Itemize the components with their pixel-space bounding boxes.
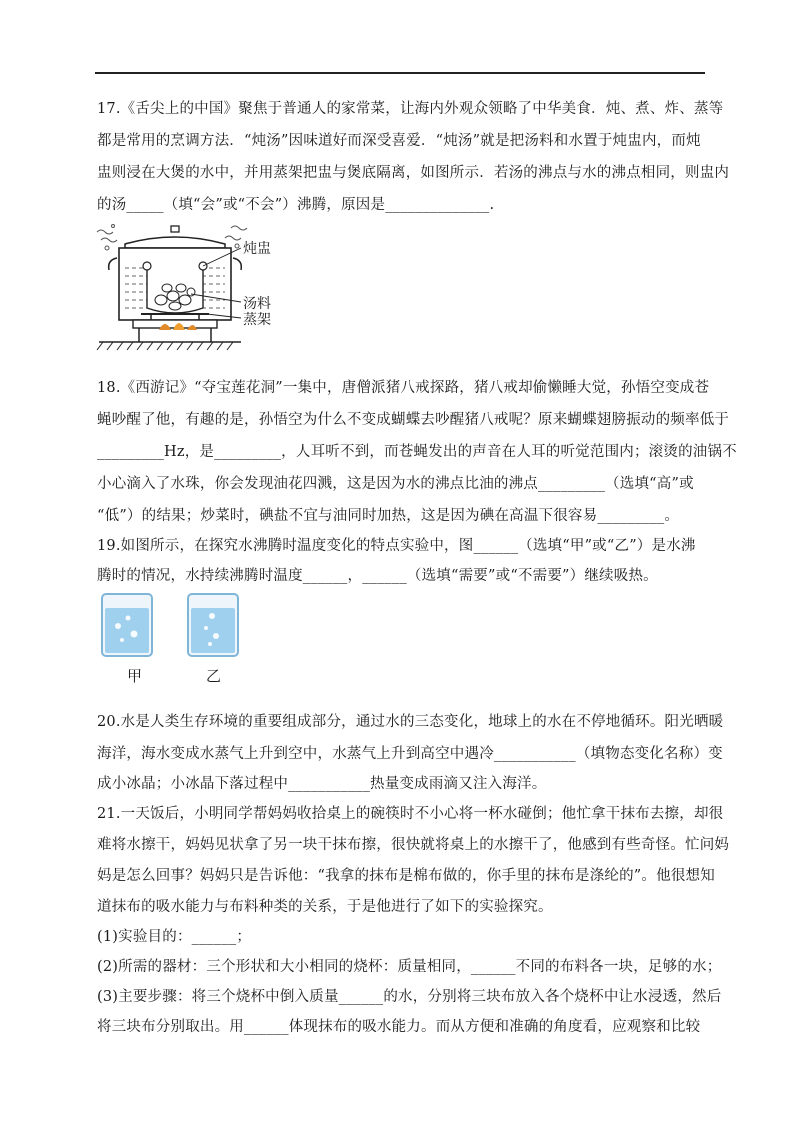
caption-yi: 乙 [206,667,222,685]
label-rack: 蒸架 [243,312,271,328]
q18-line-3: _________Hz，是_________，人耳听不到，而苍蝇发出的声音在人耳的听觉范围内；滚烫的油锅不 [97,444,737,460]
q21-line-8: 将三块布分别取出。用______体现抹布的吸水能力。而从方便和准确的角度看，应观察和比较 [97,1019,701,1035]
q21-line-6: (2)所需的器材：三个形状和大小相同的烧杯：质量相同，______不同的布料各一块，足够的水； [97,959,722,975]
q21-line-7: (3)主要步骤：将三个烧杯中倒入质量______的水，分别将三块布放入各个烧杯中让水浸透，然后 [97,989,722,1005]
q20-line-2: 海洋，海水变成水蒸气上升到空中，水蒸气上升到高空中遇冷___________（填物态变化名称）变 [97,746,723,762]
q21-line-5: (1)实验目的：______； [97,929,252,945]
beaker-yi [186,592,242,660]
beaker-jia [100,592,156,660]
label-stew-pot: 炖盅 [243,241,271,257]
label-soup: 汤料 [243,296,271,312]
pot-lid [125,237,225,248]
q17-line-4: 的汤_____（填“会”或“不会”）沸腾，原因是______________. [97,197,495,213]
q21-line-1: 21.一天饭后，小明同学帮妈妈收拾桌上的碗筷时不小心将一杯水碰倒；他忙拿干抹布去擦，却很 [97,806,724,822]
q17-line-2: 都是常用的烹调方法．“炖汤”因味道好而深受喜爱．“炖汤”就是把汤料和水置于炖盅内，而炖 [97,133,701,149]
q20-line-1: 20.水是人类生存环境的重要组成部分，通过水的三态变化，地球上的水在不停地循环。阳光晒暖 [97,714,724,730]
caption-jia: 甲 [127,667,143,685]
q21-line-4: 道抹布的吸水能力与布料种类的关系，于是他进行了如下的实验探究。 [97,899,553,915]
q18-line-4: 小心滴入了水珠，你会发现油花四溅，这是因为水的沸点比油的沸点_________（选填“高”或 [97,476,694,492]
q17-line-3: 盅则浸在大煲的水中，并用蒸架把盅与煲底隔离，如图所示．若汤的沸点与水的沸点相同，则盅内 [97,165,730,181]
q21-line-3: 妈是怎么回事？妈妈只是告诉他：“我拿的抹布是棉布做的，你手里的抹布是涤纶的”。他很想知 [97,868,715,884]
q17-line-1: 17.《舌尖上的中国》聚焦于普通人的家常菜，让海内外观众领略了中华美食．炖、煮、炸、蒸等 [97,101,724,117]
q18-line-1: 18.《西游记》“夺宝莲花洞”一集中，唐僧派猪八戒探路，猪八戒却偷懒睡大觉，孙悟空变成苍 [97,380,710,396]
q21-line-2: 难将水擦干，妈妈见状拿了另一块干抹布擦，很快就将桌上的水擦干了，他感到有些奇怪。忙问妈 [97,837,730,853]
steam-left [97,225,117,251]
q19-line-1: 19.如图所示，在探究水沸腾时温度变化的特点实验中，图______（选填“甲”或“乙”）是水沸 [97,538,696,554]
q20-line-3: 成小冰晶；小冰晶下落过程中___________热量变成雨滴又注入海洋。 [97,776,547,792]
q19-line-2: 腾时的情况，水持续沸腾时温度______，______（选填“需要”或“不需要”）继续吸热。 [97,568,658,584]
header-rule [95,72,705,74]
q18-line-2: 蝇吵醒了他，有趣的是，孙悟空为什么不变成蝴蝶去吵醒猪八戒呢？原来蝴蝶翅膀振动的频率低于 [97,412,730,428]
q18-line-5: “低”）的结果；炒菜时，碘盐不宜与油同时加热，这是因为碘在高温下很容易_________。 [97,508,680,524]
